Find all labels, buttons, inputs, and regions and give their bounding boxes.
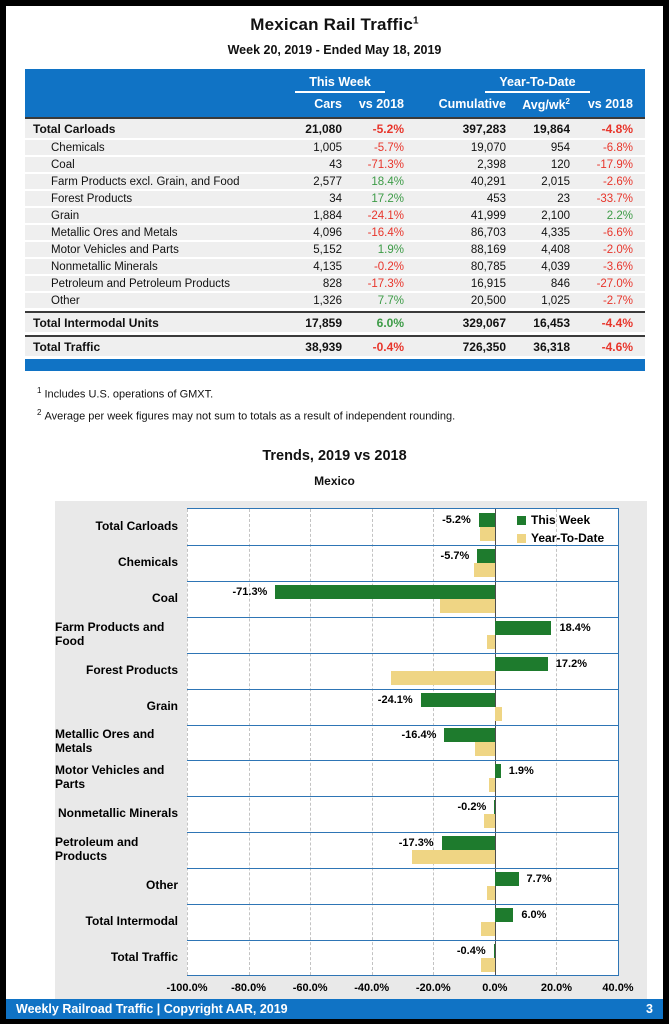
zero-axis-line — [495, 509, 496, 975]
cars-vs-value: -5.7% — [373, 141, 404, 154]
cars-vs-value: -0.4% — [372, 339, 404, 354]
cars-vs-value: -24.1% — [367, 209, 404, 222]
cars-column-header: Cars — [314, 97, 342, 111]
footnote-1-marker: 1 — [37, 386, 42, 396]
this-week-group-header: This Week — [270, 75, 410, 95]
this-week-bar — [477, 549, 495, 563]
band-separator — [187, 653, 618, 654]
cars-value: 38,939 — [305, 339, 342, 354]
cumulative-value: 329,067 — [462, 315, 506, 330]
x-tick-label: -60.0% — [292, 982, 328, 995]
category-label: Total Carloads — [95, 519, 178, 534]
row-label: Metallic Ores and Metals — [51, 226, 178, 239]
page-title-text: Mexican Rail Traffic — [250, 15, 413, 34]
band-separator — [187, 868, 618, 869]
table-bottom-bar — [25, 359, 645, 371]
ytd-bar — [475, 742, 495, 756]
ytd-bar — [412, 850, 495, 864]
bar-value-label: -5.2% — [442, 514, 471, 527]
row-label: Coal — [51, 158, 75, 171]
title-footnote-marker: 1 — [412, 15, 419, 27]
table-row — [25, 242, 645, 257]
ytd-bar — [484, 814, 495, 828]
band-separator — [187, 689, 618, 690]
cars-value: 4,135 — [313, 260, 342, 273]
bar-value-label: -71.3% — [232, 586, 268, 599]
legend-item — [517, 513, 604, 527]
bar-value-label: 7.7% — [526, 872, 552, 885]
category-label: Petroleum and Products — [55, 834, 139, 863]
cumulative-value: 726,350 — [462, 339, 506, 354]
ytd-vs-value: -33.7% — [596, 192, 633, 205]
footer-text: Weekly Railroad Traffic | Copyright AAR, 2019 — [16, 1002, 288, 1016]
category-label: Total Intermodal — [85, 913, 178, 928]
cumulative-value: 453 — [486, 192, 506, 205]
page-subtitle: Week 20, 2019 - Ended May 18, 2019 — [227, 43, 442, 57]
cars-vs-value: 6.0% — [376, 315, 404, 330]
ytd-vs-value: -2.7% — [602, 294, 633, 307]
category-label: Other — [145, 877, 178, 892]
category-label: Farm Products and Food — [55, 619, 165, 648]
avgwk-value: 4,408 — [541, 243, 570, 256]
this-week-bar — [495, 908, 513, 922]
gridline — [372, 509, 373, 975]
ytd-vs-value: -4.8% — [601, 121, 633, 136]
cumulative-value: 88,169 — [470, 243, 506, 256]
gridline — [187, 509, 188, 975]
row-label: Chemicals — [51, 141, 105, 154]
group-header-gap — [410, 75, 430, 95]
plot-area — [187, 508, 619, 976]
cumulative-value: 20,500 — [470, 294, 506, 307]
cars-vs-value: -17.3% — [367, 277, 404, 290]
avgwk-value: 954 — [550, 141, 570, 154]
legend-swatch-icon — [517, 516, 526, 525]
row-label: Grain — [51, 209, 80, 222]
bar-value-label: -5.7% — [440, 550, 470, 563]
band-separator — [187, 725, 618, 726]
cars-vs-column-header: vs 2018 — [358, 97, 404, 111]
bar-value-label: -17.3% — [398, 837, 434, 849]
ytd-bar — [480, 527, 495, 541]
category-label: Coal — [151, 591, 178, 606]
ytd-vs-value: -27.0% — [596, 277, 633, 290]
x-tick-label: -100.0% — [166, 982, 208, 995]
ytd-bar — [487, 886, 495, 900]
band-separator — [187, 940, 618, 941]
ytd-bar — [391, 671, 495, 685]
table-body — [25, 117, 645, 356]
cars-value: 1,326 — [313, 294, 342, 307]
column-gap — [410, 97, 430, 112]
avgwk-value: 4,335 — [541, 226, 570, 239]
ytd-group-header: Year-To-Date — [430, 75, 645, 95]
footnotes — [37, 386, 663, 422]
bar-value-label: -16.4% — [401, 729, 437, 742]
gridline — [310, 509, 311, 975]
table-row — [25, 293, 645, 308]
avgwk-value: 846 — [550, 277, 570, 290]
category-label: Forest Products — [85, 662, 178, 677]
footnote-2-marker: 2 — [37, 407, 42, 417]
ytd-vs-value: -17.9% — [596, 158, 633, 171]
this-week-bar — [495, 872, 519, 886]
x-tick-label: -40.0% — [354, 982, 390, 995]
cars-vs-value: -0.2% — [373, 260, 404, 273]
cars-value: 1,005 — [313, 141, 342, 154]
avgwk-value: 4,039 — [541, 260, 570, 273]
chart-title: Trends, 2019 vs 2018 — [262, 448, 407, 465]
this-week-bar — [421, 693, 495, 707]
row-label: Nonmetallic Minerals — [51, 260, 158, 273]
category-label: Chemicals — [117, 555, 178, 570]
row-label: Other — [51, 294, 80, 307]
cars-vs-value: -5.2% — [372, 121, 404, 136]
this-week-bar — [275, 585, 495, 599]
page-title — [6, 15, 663, 35]
label-column-header — [25, 97, 270, 112]
cumulative-value: 40,291 — [470, 175, 506, 188]
this-week-bar — [495, 764, 501, 778]
cumulative-value: 2,398 — [477, 158, 506, 171]
cumulative-value: 397,283 — [462, 121, 506, 136]
gridline — [249, 509, 250, 975]
table-row — [25, 157, 645, 172]
table-column-header-row — [25, 95, 645, 117]
bar-value-label: 1.9% — [508, 765, 534, 778]
avgwk-value: 19,864 — [533, 121, 570, 136]
row-label: Total Traffic — [33, 339, 101, 354]
band-separator — [187, 617, 618, 618]
cumulative-value: 86,703 — [470, 226, 506, 239]
table-row — [25, 335, 645, 356]
avgwk-footnote-marker: 2 — [565, 97, 570, 106]
this-week-bar — [494, 800, 495, 814]
x-tick-label: 40.0% — [602, 982, 634, 995]
ytd-vs-value: -2.6% — [602, 175, 633, 188]
cars-value: 4,096 — [313, 226, 342, 239]
avgwk-value: 2,100 — [541, 209, 570, 222]
table-group-header-row — [25, 75, 645, 95]
table-row — [25, 276, 645, 291]
this-week-bar — [479, 513, 495, 527]
footnote-1: $^1$ Includes U.S. operations of GMXT. — [37, 386, 214, 401]
category-label: Metallic Ores and Metals — [55, 727, 155, 756]
legend-item — [517, 531, 604, 545]
category-labels — [55, 508, 187, 976]
ytd-bar — [474, 563, 495, 577]
legend — [517, 513, 604, 549]
avgwk-value: 120 — [550, 158, 570, 171]
bar-value-label: 18.4% — [559, 621, 591, 634]
ytd-bar — [487, 635, 495, 649]
ytd-bar — [481, 958, 495, 972]
page-number: 3 — [646, 1002, 653, 1016]
ytd-bar — [495, 707, 502, 721]
ytd-vs-value: -3.6% — [602, 260, 633, 273]
ytd-bar — [440, 599, 495, 613]
ytd-vs-value: -6.8% — [602, 141, 633, 154]
avgwk-value: 16,453 — [533, 315, 570, 330]
table-row — [25, 174, 645, 189]
row-label: Petroleum and Petroleum Products — [51, 277, 230, 290]
cars-vs-value: 7.7% — [377, 294, 404, 307]
ytd-vs-value: -2.0% — [602, 243, 633, 256]
cumulative-value: 16,915 — [470, 277, 506, 290]
band-separator — [187, 760, 618, 761]
bar-value-label: 17.2% — [555, 657, 587, 670]
chart-grid — [55, 508, 647, 976]
band-separator — [187, 796, 618, 797]
footer-bar — [6, 999, 663, 1019]
cars-vs-value: -16.4% — [367, 226, 404, 239]
cars-value: 5,152 — [313, 243, 342, 256]
legend-label: This Week — [531, 513, 591, 528]
category-label: Total Traffic — [110, 949, 178, 964]
avgwk-value: 36,318 — [533, 339, 570, 354]
category-label: Nonmetallic Minerals — [57, 806, 178, 821]
ytd-vs-value: -6.6% — [602, 226, 633, 239]
x-tick-label: -20.0% — [415, 982, 451, 995]
x-tick-label: -80.0% — [231, 982, 266, 995]
x-tick-label: 20.0% — [540, 982, 573, 995]
this-week-bar — [442, 836, 495, 850]
legend-swatch-icon — [517, 534, 526, 543]
gridline — [556, 509, 557, 975]
this-week-bar — [495, 657, 548, 671]
legend-label: Year-To-Date — [531, 531, 605, 546]
cars-vs-value: 1.9% — [377, 243, 404, 256]
table-row — [25, 140, 645, 155]
ytd-vs-value: -4.4% — [601, 315, 633, 330]
category-label: Grain — [146, 698, 178, 713]
ytd-bar — [489, 778, 495, 792]
cars-value: 34 — [329, 192, 342, 205]
footnote-2: $^2$ Average per week figures may not sum to totals as a result of independent rounding. — [37, 407, 456, 423]
group-header-spacer — [25, 75, 270, 95]
table-row — [25, 311, 645, 332]
avgwk-value: 23 — [557, 192, 570, 205]
cars-value: 1,884 — [313, 209, 342, 222]
cumulative-value: 80,785 — [470, 260, 506, 273]
row-label: Forest Products — [51, 192, 133, 205]
this-week-bar — [495, 621, 552, 635]
row-label: Total Intermodal Units — [33, 315, 159, 330]
traffic-table — [25, 69, 645, 371]
cars-value: 43 — [329, 158, 342, 171]
avgwk-value: 1,025 — [541, 294, 570, 307]
row-label: Farm Products excl. Grain, and Food — [51, 175, 240, 188]
x-tick-label: 0.0% — [482, 982, 508, 995]
bar-value-label: 6.0% — [521, 908, 547, 921]
this-week-bar — [444, 728, 494, 742]
bar-value-label: -0.4% — [456, 944, 486, 957]
ytd-vs-value: 2.2% — [606, 209, 633, 222]
cars-vs-value: 18.4% — [371, 175, 404, 188]
row-label: Motor Vehicles and Parts — [51, 243, 179, 256]
cumulative-column-header: Cumulative — [438, 97, 506, 111]
ytd-bar — [481, 922, 495, 936]
ytd-vs-value: -4.6% — [601, 339, 633, 354]
category-label: Motor Vehicles and Parts — [55, 763, 165, 792]
bar-value-label: -0.2% — [457, 801, 487, 814]
cars-vs-value: 17.2% — [371, 192, 404, 205]
x-axis — [166, 976, 634, 1001]
this-week-bar — [494, 944, 495, 958]
chart-subtitle: Mexico — [314, 474, 355, 489]
avgwk-column-header: Avg/$wk^2$ — [522, 97, 570, 113]
cumulative-value: 41,999 — [470, 209, 506, 222]
table-row — [25, 225, 645, 240]
table-row — [25, 208, 645, 223]
avgwk-value: 2,015 — [541, 175, 570, 188]
cars-value: 2,577 — [313, 175, 342, 188]
ytd-vs-column-header: vs 2018 — [587, 97, 633, 111]
row-label: Total Carloads — [33, 121, 116, 136]
table-row — [25, 117, 645, 138]
band-separator — [187, 581, 618, 582]
table-row — [25, 191, 645, 206]
bar-value-label: -24.1% — [377, 693, 413, 706]
gridline — [433, 509, 434, 975]
table-header — [25, 69, 645, 117]
report-page — [6, 6, 663, 1019]
table-row — [25, 259, 645, 274]
trends-chart — [55, 501, 647, 1001]
cars-value: 21,080 — [305, 121, 342, 136]
band-separator — [187, 904, 618, 905]
cumulative-value: 19,070 — [470, 141, 506, 154]
cars-value: 17,859 — [305, 315, 342, 330]
cars-value: 828 — [322, 277, 342, 290]
band-separator — [187, 832, 618, 833]
cars-vs-value: -71.3% — [367, 158, 404, 171]
